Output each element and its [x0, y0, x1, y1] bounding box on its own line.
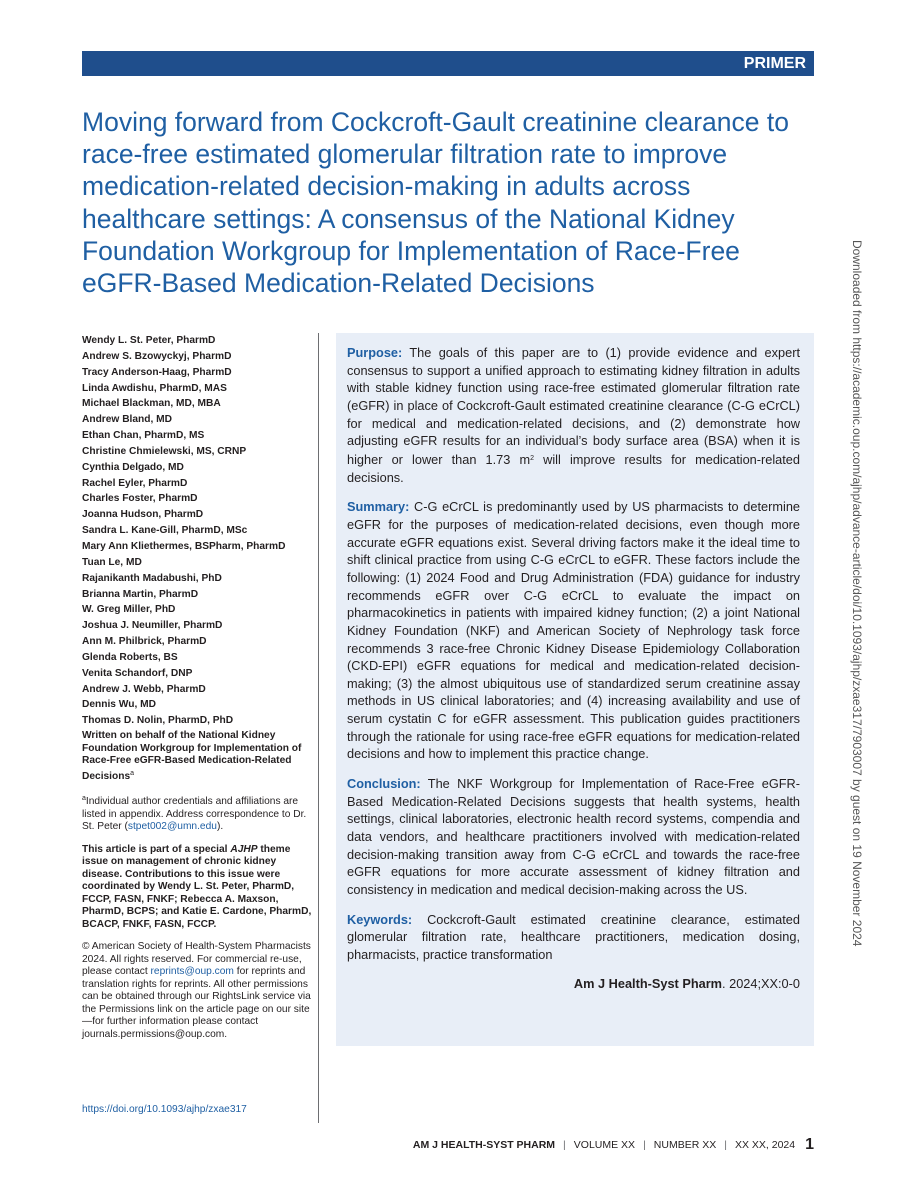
page-number: 1	[805, 1136, 814, 1153]
footnote-marker: a	[82, 795, 86, 803]
footer-volume: VOLUME XX	[573, 1139, 636, 1151]
author-name: W. Greg Miller, PhD	[82, 604, 176, 616]
author-name: Glenda Roberts, BS	[82, 651, 178, 663]
author-name: Brianna Martin, PharmD	[82, 588, 199, 600]
author-name: Joshua J. Neumiller, PharmD	[82, 620, 223, 632]
author-name: Venita Schandorf, DNP	[82, 667, 193, 679]
affiliation-note: $^a$Individual author credentials and affiliations are listed in appendix. Address correspondence to Dr. St. Peter (stpet002@umn.edu).	[82, 795, 307, 833]
author-name: Tracy Anderson-Haag, PharmD	[82, 366, 232, 378]
author-name: Joanna Hudson, PharmD	[82, 509, 204, 521]
reprints-email-link[interactable]: reprints@oup.com	[150, 966, 234, 978]
download-note: Downloaded from https://academic.oup.com/ajhp/advance-article/doi/10.1093/ajhp/zxae317/7903007 by guest on 19 November 2024	[850, 240, 864, 947]
footer-date: XX XX, 2024	[734, 1139, 796, 1151]
banner-label: PRIMER	[743, 55, 806, 72]
author-name: Dennis Wu, MD	[82, 699, 156, 711]
doi-link[interactable]: https://doi.org/10.1093/ajhp/zxae317	[82, 1104, 247, 1115]
theme-issue-note: This article is part of a special AJHP theme issue on management of chronic kidney disease. Contributions to this issue were coordinated by Wendy L. St. Peter, PharmD, FCCP, FASN, FNKF; Rebecca A. Maxson, PharmD, BCPS; and Katie E. Cardone, PharmD, BCACP, FNKF, FASN, FCCP.	[82, 843, 312, 930]
author-name: Wendy L. St. Peter, PharmD	[82, 335, 216, 346]
author-name: Ethan Chan, PharmD, MS	[82, 430, 205, 442]
author-name: Linda Awdishu, PharmD, MAS	[82, 382, 227, 394]
author-name: Ann M. Philbrick, PharmD	[82, 636, 207, 648]
page-footer: AM J HEALTH-SYST PHARM | VOLUME XX | NUMBER XX | XX XX, 2024 1	[412, 1136, 814, 1153]
conclusion-heading: Conclusion:	[347, 776, 421, 792]
author-name: Andrew Bland, MD	[82, 414, 172, 426]
citation: Am J Health-Syst Pharm. 2024;XX:0-0	[573, 975, 800, 991]
author-name: Christine Chmielewski, MS, CRNP	[82, 445, 247, 457]
author-name: Sandra L. Kane-Gill, PharmD, MSc	[82, 525, 248, 537]
primer-banner	[82, 51, 814, 76]
article-title: Moving forward from Cockcroft-Gault creatinine clearance to race-free estimated glomerular filtration rate to improve medication-related decision-making in adults across healthcare settings: A consensus of the National Kidney Foundation Workgroup for Implementation of Race-Free eGFR-Based Medication-Related Decisions	[82, 107, 789, 299]
written-on-behalf: Written on behalf of the National Kidney Foundation Workgroup for Implementation of Race-Free eGFR-Based Medication-Related Decisions$^a$	[82, 730, 302, 782]
footnote-marker: a	[130, 769, 135, 777]
author-name: Andrew J. Webb, PharmD	[82, 683, 206, 695]
abstract-box	[336, 333, 814, 1046]
abstract-summary: Summary: C-G eCrCL is predominantly used by US pharmacists to determine eGFR for the purposes of medication-related decisions, even though more accurate eGFR equations exist. Several driving factors make it the ideal time to shift clinical practice from using C-G eCrCL to eGFR. These factors include the following: (1) 2024 Food and Drug Administration (FDA) guidance for industry recommends eGFR over C-G eCrCL to evaluate the impact on pharmacokinetics in patients with impaired kidney function; (2) a joint National Kidney Foundation (NKF) and American Society of Nephrology task force recommends 3 race-free Chronic Kidney Disease Epidemiology Collaboration (CKD-EPI) eGFR equations for medical and medication-related decision-making; (3) the almost ubiquitous use of standardized serum creatinine assay methods in US clinical laboratories; and (4) increasing availability and use of serum cystatin C for eGFR assessment. This publication guides practitioners through the rationale for using race-free eGFR equations for medication-related decisions and how to implement this practice change.	[347, 499, 800, 762]
author-name: Mary Ann Kliethermes, BSPharm, PharmD	[82, 540, 286, 552]
author-name: Rachel Eyler, PharmD	[82, 477, 188, 489]
author-name: Cynthia Delgado, MD	[82, 461, 184, 473]
column-divider	[318, 333, 319, 1123]
abstract-keywords: Keywords: Cockcroft-Gault estimated creatinine clearance, estimated glomerular filtration rate, healthcare practitioners, medication dosing, pharmacists, practice transformation	[347, 911, 800, 962]
author-column	[82, 333, 312, 1041]
author-name: Tuan Le, MD	[82, 556, 142, 568]
abstract-purpose: Purpose: The goals of this paper are to (1) provide evidence and expert consensus to support a unified approach to estimating kidney filtration in adults with stable kidney function using race-free estimated glomerular filtration rate (eGFR) in place of Cockcroft-Gault estimated creatinine clearance (C-G eCrCL) for medical and medication-related decisions, and (2) demonstrate how adjusting eGFR results for an individual’s body surface area (BSA) when it is higher or lower than 1.73 $m^2$ will improve results for medication-related decisions.	[347, 345, 800, 485]
author-name: Rajanikanth Madabushi, PhD	[82, 572, 222, 584]
author-name: Thomas D. Nolin, PharmD, PhD	[82, 715, 234, 727]
summary-heading: Summary:	[347, 499, 410, 515]
abstract-conclusion: Conclusion: The NKF Workgroup for Implementation of Race-Free eGFR-Based Medication-Related Decisions suggests that health systems, health settings, clinical laboratories, electronic health record systems, compendia and data vendors, and healthcare practitioners involved with medication-related decision-making transition away from C-G eCrCL and towards the race-free eGFR equations for more accurate assessment of kidney filtration and consistency in medication and medical decision-making across the US.	[347, 776, 800, 898]
author-list	[82, 333, 312, 729]
copyright-note: © American Society of Health-System Pharmacists 2024. All rights reserved. For commercial re-use, please contact reprints@oup.com for reprints and translation rights for reprints. All other permissions can be obtained through our RightsLink service via the Permissions link on the article page on our site—for further information please contact journals.permissions@oup.com.	[82, 941, 311, 1040]
journal-name: AJHP	[230, 843, 258, 855]
author-name: Andrew S. Bzowyckyj, PharmD	[82, 350, 232, 362]
footer-number: NUMBER XX	[653, 1139, 717, 1151]
author-name: Charles Foster, PharmD	[82, 493, 198, 505]
keywords-heading: Keywords:	[347, 911, 413, 927]
author-name: Michael Blackman, MD, MBA	[82, 398, 221, 410]
correspondence-email-link[interactable]: stpet002@umn.edu	[127, 821, 217, 833]
footer-journal: AM J HEALTH-SYST PHARM	[412, 1139, 556, 1151]
purpose-heading: Purpose:	[347, 345, 403, 360]
